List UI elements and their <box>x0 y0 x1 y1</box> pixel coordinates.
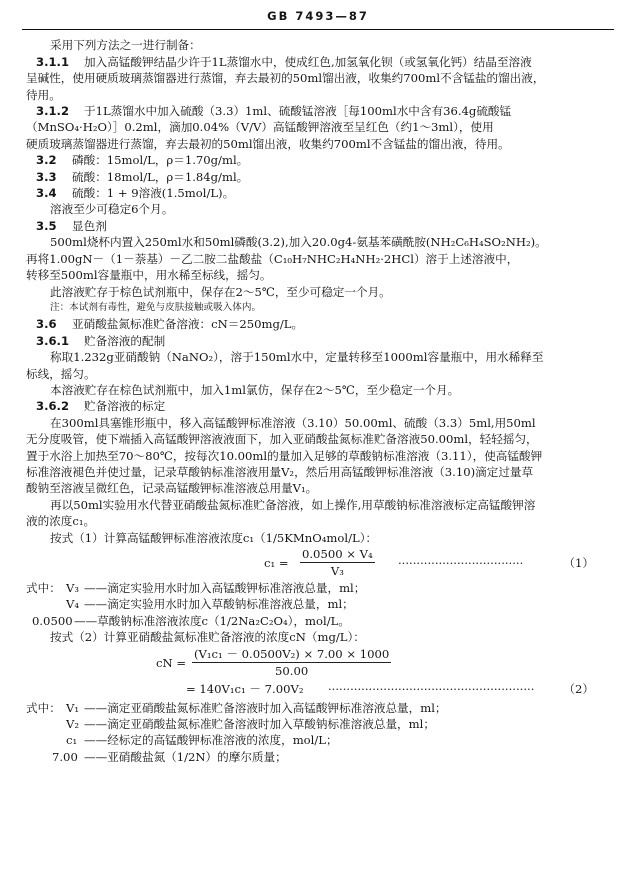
section-3-6-2 <box>26 398 610 414</box>
fraction-denominator: V₃ <box>330 564 344 579</box>
note-text: 注：本试剂有毒性，避免与皮肤接触或吸入体内。 <box>50 301 262 313</box>
definition-lead: 式中： <box>26 581 61 595</box>
definition-lead: 0.0500 <box>32 613 73 628</box>
section-number: 3.6.1 <box>36 333 70 348</box>
equation-number: （1） <box>563 556 594 570</box>
section-number: 3.1.2 <box>36 104 70 119</box>
para-line: 标线，摇匀。 <box>26 366 96 381</box>
formula-fraction <box>192 646 391 680</box>
para-line: 称取1.232g亚硝酸钠（NaNO₂），溶于150ml水中，定量转移至1000ml容量瓶中，用水稀释至 <box>50 350 544 365</box>
para-line: 按式（1）计算高锰酸钾标准溶液浓度c₁（1/5KMnO₄mol/L）： <box>50 530 378 545</box>
para-line: 按式（2）计算亚硝酸盐氮标准贮备溶液的浓度cN（mg/L）： <box>50 630 365 645</box>
para-line: 溶液至少可稳定6个月。 <box>50 202 174 217</box>
para-line: 待用。 <box>26 87 61 102</box>
para-line: 标准溶液褪色并使过量，记录草酸钠标准溶液用量V₂，然后用高锰酸钾标准溶液（3.10)滴定过量草 <box>26 464 534 479</box>
section-3-1-1 <box>26 54 610 70</box>
definition-row <box>26 749 610 765</box>
para-line: 在300ml具塞锥形瓶中，移入高锰酸钾标准溶液（3.10）50.00ml、硫酸（3.3）5ml,用50ml <box>50 415 536 430</box>
para-line: （MnSO₄·H₂O）］0.2ml，滴加0.04%（V/V）高锰酸钾溶液至呈红色（约1～3ml），使用 <box>26 120 494 135</box>
definition-lead <box>26 596 66 612</box>
definition-text: ——经标定的高锰酸钾标准溶液的浓度，mol/L； <box>84 733 338 748</box>
section-3-4 <box>26 185 610 201</box>
section-number: 3.6.2 <box>36 399 70 414</box>
para-line: 再将1.00gN－（1－萘基）－乙二胺二盐酸盐（C₁₀H₇NHC₂H₄NH₂·2HCl）溶于上述溶液中， <box>26 251 519 266</box>
definition-lead: 7.00 <box>52 749 78 764</box>
para-line: 呈碱性，使用硬质玻璃蒸馏器进行蒸馏，弃去最初的50ml馏出液，收集约700ml不含锰盐的馏出液， <box>26 71 545 86</box>
definition-symbol: V₄ <box>66 597 80 612</box>
section-number: 3.6 <box>36 317 57 332</box>
para-line: 此溶液贮存于棕色试剂瓶中，保存在2～5℃，至少可稳定一个月。 <box>50 284 391 299</box>
equation-number: （2） <box>563 681 594 696</box>
definition-row <box>26 716 610 732</box>
formula-2 <box>26 646 610 680</box>
para-line: 500ml烧杯内置入250ml水和50ml磷酸(3.2),加入20.0g4-氨基苯磺酰胺(NH₂C₆H₄SO₂NH₂)。 <box>50 235 547 250</box>
fraction-numerator: 0.0500 × V₄ <box>300 546 375 563</box>
para-line: 加入高锰酸钾结晶少许于1L蒸馏水中，使成红色,加氢氧化钡（或氢氧化钙）结晶至溶液 <box>84 54 532 69</box>
formula-1 <box>26 546 610 580</box>
definition-text: ——滴定实验用水时加入草酸钠标准溶液总量，ml； <box>84 597 354 612</box>
definition-row <box>26 580 610 596</box>
definition-row <box>26 700 610 716</box>
para-line: 液的浓度c₁。 <box>26 514 96 529</box>
para-line: 硫酸：18mol/L，ρ＝1.84g/ml。 <box>72 169 249 184</box>
definition-lead <box>26 732 66 748</box>
section-3-3 <box>26 169 610 185</box>
section-number: 3.5 <box>36 218 57 233</box>
section-number: 3.3 <box>36 169 57 184</box>
section-title: 显色剂 <box>72 218 107 233</box>
para-line: 无分度吸管，使下端插入高锰酸钾溶液液面下，加入亚硝酸盐氮标准贮备溶液50.00ml，轻轻摇匀， <box>26 432 538 447</box>
definition-row <box>26 613 610 629</box>
para-line: 酸钠至溶液呈微红色，记录高锰酸钾标准溶液总用量V₁。 <box>26 481 318 496</box>
definition-symbol: c₁ <box>66 733 78 748</box>
para-line: 本溶液贮存在棕色试剂瓶中，加入1ml氯仿，保存在2～5℃，至少稳定一个月。 <box>50 382 460 397</box>
definition-text: ——滴定亚硝酸盐氮标准贮备溶液时加入高锰酸钾标准溶液总量，ml； <box>84 700 447 715</box>
header-rule <box>22 29 614 30</box>
intro-text: 采用下列方法之一进行制备： <box>50 38 201 53</box>
section-3-6-1 <box>26 333 610 349</box>
definition-text: ——亚硝酸盐氮（1/2N）的摩尔质量； <box>84 749 287 764</box>
para-line: 磷酸：15mol/L，ρ＝1.70g/ml。 <box>72 153 249 168</box>
section-title: 贮备溶液的配制 <box>84 333 166 348</box>
section-3-5 <box>26 218 610 234</box>
formula-fraction <box>300 546 375 580</box>
para-line: 亚硝酸盐氮标准贮备溶液：cN＝250mg/L。 <box>72 317 304 332</box>
para-line: 于1L蒸馏水中加入硫酸（3.3）1ml、硫酸锰溶液［每100ml水中含有36.4g硫酸锰 <box>84 104 512 119</box>
definition-symbol: V₁ <box>66 700 80 715</box>
fraction-denominator: 50.00 <box>275 664 309 679</box>
definition-text: ——滴定实验用水时加入高锰酸钾标准溶液总量，ml； <box>84 581 366 595</box>
definition-text: ——滴定亚硝酸盐氮标准贮备溶液时加入草酸钠标准溶液总量，ml； <box>84 717 435 732</box>
para-line: 再以50ml实验用水代替亚硝酸盐氮标准贮备溶液，如上操作,用草酸钠标准溶液标定高锰酸钾溶 <box>50 497 536 512</box>
definition-row <box>26 732 610 748</box>
section-number: 3.2 <box>36 153 57 168</box>
para-line: 置于水浴上加热至70～80℃，按每次10.00ml的量加入足够的草酸钠标准溶液（3.11），使高锰酸钾 <box>26 448 543 463</box>
section-title: 贮备溶液的标定 <box>84 399 166 414</box>
definition-symbol: V₂ <box>66 717 80 732</box>
section-3-2 <box>26 152 610 168</box>
definition-symbol: V₃ <box>66 581 80 595</box>
section-3-6 <box>26 316 610 332</box>
definition-lead: 式中： <box>26 700 61 715</box>
section-3-1-2 <box>26 103 610 119</box>
fraction-numerator: (V₁c₁ － 0.0500V₂) × 7.00 × 1000 <box>192 646 391 663</box>
formula-simplified: = 140V₁c₁ － 7.00V₂ <box>186 681 304 696</box>
standard-header: GB 7493—87 <box>267 9 369 23</box>
leader-dots: ·································· <box>398 556 524 570</box>
section-number: 3.1.1 <box>36 54 70 69</box>
formula-2-line2 <box>26 680 610 700</box>
definition-lead <box>26 716 66 732</box>
definitions-1 <box>26 580 610 629</box>
definition-text: ——草酸钠标准溶液浓度c（1/2Na₂C₂O₄），mol/L。 <box>74 613 350 628</box>
para-line: 硫酸：1 + 9溶液(1.5mol/L)。 <box>72 186 235 201</box>
definitions-2 <box>26 700 610 766</box>
para-line: 硬质玻璃蒸馏器进行蒸馏，弃去最初的50ml馏出液，收集约700ml不含锰盐的馏出液，待用。 <box>26 136 510 151</box>
leader-dots: ························································ <box>328 681 535 696</box>
para-line: 转移至500ml容量瓶中，用水稀至标线，摇匀。 <box>26 268 272 283</box>
definition-row <box>26 596 610 612</box>
formula-lhs: cN = <box>156 655 187 670</box>
section-number: 3.4 <box>36 186 57 201</box>
formula-lhs: c₁ = <box>264 556 289 570</box>
